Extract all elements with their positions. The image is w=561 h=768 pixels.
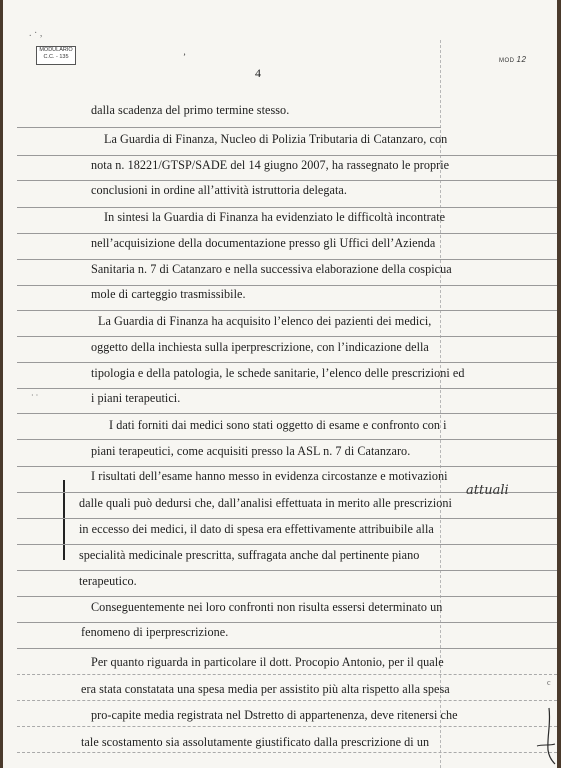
- mod-text: MOD: [499, 58, 515, 64]
- text-line: terapeutico.: [79, 574, 137, 588]
- ink-scribble-icon: [533, 706, 557, 766]
- ruled-line: [17, 622, 557, 623]
- text-line: Sanitaria n. 7 di Catanzaro e nella successiva elaborazione della cospicua: [91, 262, 452, 276]
- ruled-line: [17, 752, 557, 753]
- text-line: oggetto della inchiesta sulla iperprescrizione, con l’indicazione della: [91, 340, 429, 354]
- text-line: era stata constatata una spesa media per assistito più alta rispetto alla spesa: [81, 682, 450, 696]
- text-line: piani terapeutici, come acquisiti presso la ASL n. 7 di Catanzaro.: [91, 444, 411, 458]
- mod-label: [499, 55, 526, 64]
- handwritten-note: attuali: [466, 483, 509, 498]
- ruled-line: [17, 570, 557, 571]
- text-line: Per quanto riguarda in particolare il dott. Procopio Antonio, per il quale: [91, 655, 444, 669]
- ruled-line: [17, 362, 557, 363]
- ruled-line: [17, 544, 557, 545]
- ruled-line: [17, 259, 557, 260]
- ruled-line: [17, 518, 557, 519]
- ruled-line: [17, 388, 557, 389]
- text-line: In sintesi la Guardia di Finanza ha evidenziato le difficoltà incontrate: [104, 210, 446, 224]
- modulario-stamp: [36, 46, 76, 65]
- document-page: [3, 0, 557, 768]
- mod-number: 12: [516, 55, 527, 64]
- text-line: specialità medicinale prescritta, suffragata anche dal pertinente piano: [79, 548, 420, 562]
- ruled-line: [17, 413, 557, 414]
- ruled-line: [17, 285, 557, 286]
- text-line: i piani terapeutici.: [91, 391, 181, 405]
- stamp-line-2: C.C. - 135: [43, 54, 69, 60]
- page-number: 4: [255, 66, 261, 80]
- ruled-line: [17, 155, 557, 156]
- scan-artifact-dots: . · ,: [29, 28, 43, 39]
- text-line: dalle quali può dedursi che, dall’analisi effettuata in merito alle prescrizioni: [79, 496, 452, 510]
- stamp-line-1: MODULARIO: [39, 47, 73, 53]
- left-margin-marks: · ·: [31, 391, 39, 400]
- text-line: in eccesso dei medici, il dato di spesa era effettivamente attribuibile alla: [79, 522, 434, 536]
- ruled-line: [17, 180, 557, 181]
- ruled-line: [17, 726, 557, 727]
- text-line: La Guardia di Finanza ha acquisito l’elenco dei pazienti dei medici,: [98, 314, 432, 328]
- text-line: I dati forniti dai medici sono stati oggetto di esame e confronto con i: [109, 418, 447, 432]
- text-line: dalla scadenza del primo termine stesso.: [91, 103, 290, 117]
- ruled-line: [17, 207, 557, 208]
- ruled-line: [17, 674, 557, 675]
- ruled-line: [17, 336, 557, 337]
- text-line: conclusioni in ordine all’attività istruttoria delegata.: [91, 183, 347, 197]
- text-line: La Guardia di Finanza, Nucleo di Polizia Tributaria di Catanzaro, con: [104, 132, 448, 146]
- ruled-line: [17, 648, 557, 649]
- text-line: I risultati dell’esame hanno messo in evidenza circostanze e motivazioni: [91, 469, 448, 483]
- ruled-line: [17, 700, 557, 701]
- ruled-line: [17, 310, 557, 311]
- ruled-line: [17, 233, 557, 234]
- ink-tick-mark: ʼ: [183, 52, 186, 62]
- text-line: fenomeno di iperprescrizione.: [81, 625, 229, 639]
- text-line: tale scostamento sia assolutamente giustificato dalla prescrizione di un: [81, 735, 430, 749]
- ruled-line: [17, 439, 557, 440]
- text-line: tipologia e della patologia, le schede sanitarie, l’elenco delle prescrizioni ed: [91, 366, 465, 380]
- ruled-line: [17, 466, 557, 467]
- text-line: Conseguentemente nei loro confronti non risulta essersi determinato un: [91, 600, 443, 614]
- ruled-line: [17, 127, 441, 128]
- text-line: pro-capite media registrata nel Dstretto di appartenenza, deve ritenersi che: [91, 708, 458, 722]
- ruled-line: [17, 596, 557, 597]
- text-line: mole di carteggio trasmissibile.: [91, 287, 246, 301]
- text-line: nota n. 18221/GTSP/SADE del 14 giugno 2007, ha rassegnato le proprie: [91, 158, 450, 172]
- text-line: nell’acquisizione della documentazione presso gli Uffici dell’Azienda: [91, 236, 436, 250]
- edge-mark: c: [547, 678, 551, 687]
